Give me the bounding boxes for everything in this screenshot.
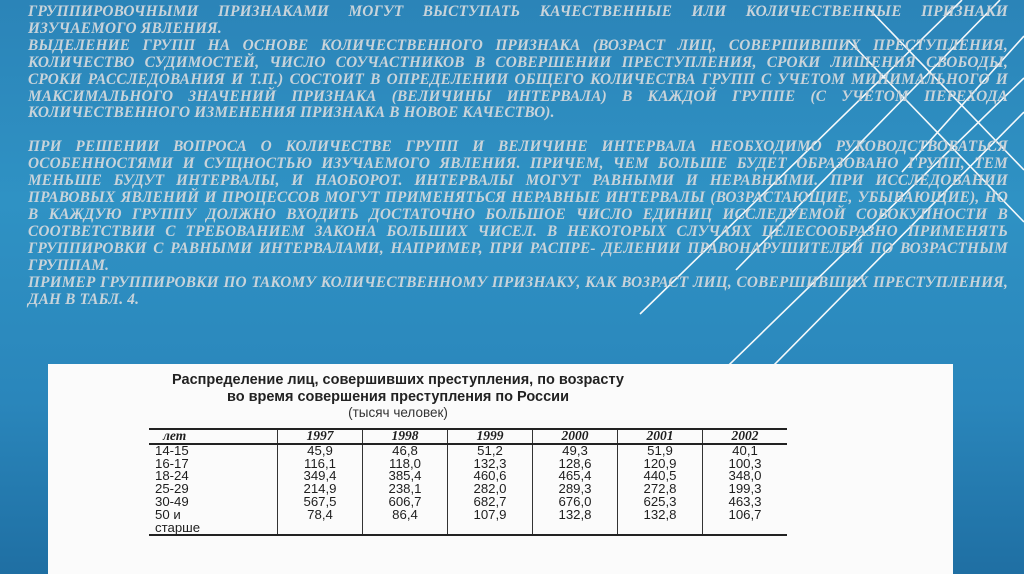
cell-value: 385,4	[363, 470, 448, 483]
cell-value: 676,0	[533, 496, 618, 509]
cell-value: 132,8	[533, 509, 618, 522]
cell-value: 289,3	[533, 483, 618, 496]
cell-value: 45,9	[278, 444, 363, 458]
table-header-row	[149, 429, 787, 444]
cell-value: 40,1	[732, 442, 758, 458]
cell-value	[703, 522, 788, 536]
cell-value: 465,4	[533, 470, 618, 483]
cell-value: 106,7	[728, 506, 762, 522]
paragraph-group-selection: ВЫДЕЛЕНИЕ ГРУПП НА ОСНОВЕ КОЛИЧЕСТВЕННОГО ПРИЗНАКА (ВОЗРАСТ ЛИЦ, СОВЕРШИВШИХ ПРЕСТУПЛЕНИЯ, КОЛИЧЕСТВО СУДИМОСТЕЙ, ЧИСЛО СОУЧАСТНИКОВ В СОВЕРШЕНИИ ПРЕСТУПЛЕНИЯ, СРОКИ ЛИШЕНИЯ СВОБОДЫ, СРОКИ РАССЛЕДОВАНИЯ И Т.П.) СОСТОИТ В ОПРЕДЕЛЕНИИ ОБЩЕГО КОЛИЧЕСТВА ГРУПП С УЧЕТОМ МИНИМАЛЬНОГО И МАКСИМАЛЬНОГО ЗНАЧЕНИЙ ПРИЗНАКА (ВЕЛИЧИНЫ ИНТЕРВАЛА) В КАЖДОЙ ГРУППЕ (С УЧЕТОМ ПЕРЕХОДА КОЛИЧЕСТВЕННОГО ИЗМЕНЕНИЯ ПРИЗНАКА В НОВОЕ КАЧЕСТВО).	[28, 36, 1008, 122]
cell-value: 282,0	[448, 483, 533, 496]
cell-value: 107,9	[448, 509, 533, 522]
paragraph-intervals: ПРИ РЕШЕНИИ ВОПРОСА О КОЛИЧЕСТВЕ ГРУПП И ВЕЛИЧИНЕ ИНТЕРВАЛА НЕОБХОДИМО РУКОВОДСТВОВАТЬСЯ ОСОБЕННОСТЯМИ И СУЩНОСТЬЮ ИЗУЧАЕМОГО ЯВЛЕНИЯ. ПРИЧЕМ, ЧЕМ БОЛЬШЕ БУДЕТ ОБРАЗОВАНО ГРУПП, ТЕМ МЕНЬШЕ БУДУТ ИНТЕРВАЛЫ, И НАОБОРОТ. ИНТЕРВАЛЫ МОГУТ РАВНЫМИ И НЕРАВНЫМИ. ПРИ ИССЛЕДОВАНИИ ПРАВОВЫХ ЯВЛЕНИЙ И ПРОЦЕССОВ МОГУТ ПРИМЕНЯТЬСЯ НЕРАВНЫЕ ИНТЕРВАЛЫ (ВОЗРАСТАЮЩИЕ, УБЫВАЮЩИЕ), НО В КАЖДУЮ ГРУППУ ДОЛЖНО ВХОДИТЬ ДОСТАТОЧНО БОЛЬШОЕ ЧИСЛО ЕДИНИЦ ИССЛЕДУЕМОЙ СОВОКУПНОСТИ В СООТВЕТСТВИИ С ТРЕБОВАНИЕМ ЗАКОНА БОЛЬШИХ ЧИСЕЛ. В НЕКОТОРЫХ СЛУЧАЯХ ЦЕЛЕСООБРАЗНО ПРИМЕНЯТЬ ГРУППИРОВКИ С РАВНЫМИ ИНТЕРВАЛАМИ, НАПРИМЕР, ПРИ РАСПРЕ- ДЕЛЕНИИ ПРАВОНАРУШИТЕЛЕЙ ПО ВОЗРАСТНЫМ ГРУППАМ.	[28, 138, 1008, 274]
table-row	[149, 470, 787, 483]
header-year: 2001	[618, 429, 703, 444]
cell-age-group: 30-49	[149, 496, 278, 509]
cell-value: 128,6	[533, 458, 618, 471]
cell-value: 567,5	[278, 496, 363, 509]
cell-value: 51,9	[618, 444, 703, 458]
table-row	[149, 509, 787, 522]
table-4-image	[48, 364, 953, 574]
cell-value: 272,8	[618, 483, 703, 496]
cell-value: 463,3	[728, 493, 762, 509]
cell-value: 199,3	[728, 481, 762, 497]
cell-value: 100,3	[728, 455, 762, 471]
header-year: 2000	[533, 429, 618, 444]
cell-value: 120,9	[618, 458, 703, 471]
cell-age-group: 25-29	[149, 483, 278, 496]
cell-value: 132,3	[448, 458, 533, 471]
header-year: 1999	[448, 429, 533, 444]
age-distribution-table	[149, 428, 787, 536]
cell-value: 132,8	[618, 509, 703, 522]
table-row	[149, 483, 787, 496]
slide-text-block	[28, 4, 1008, 308]
cell-age-group: старше	[149, 522, 278, 536]
paragraph-example: ПРИМЕР ГРУППИРОВКИ ПО ТАКОМУ КОЛИЧЕСТВЕННОМУ ПРИЗНАКУ, КАК ВОЗРАСТ ЛИЦ, СОВЕРШИВШИХ ПРЕСТУПЛЕНИЯ, ДАН В ТАБЛ. 4.	[28, 273, 1008, 308]
cell-age-group: 50 и	[149, 509, 278, 522]
table-row	[149, 522, 787, 536]
cell-age-group: 14-15	[149, 444, 278, 458]
table-caption-units: (тысяч человек)	[348, 405, 448, 420]
header-year: 1997	[278, 429, 363, 444]
table-row	[149, 496, 787, 509]
cell-value: 116,1	[278, 458, 363, 471]
cell-age-group: 18-24	[149, 470, 278, 483]
cell-value: 440,5	[618, 470, 703, 483]
cell-value	[533, 522, 618, 536]
header-year: 1998	[363, 429, 448, 444]
cell-value: 51,2	[448, 444, 533, 458]
cell-value: 238,1	[363, 483, 448, 496]
cell-value: 625,3	[618, 496, 703, 509]
cell-value: 349,4	[278, 470, 363, 483]
cell-value: 214,9	[278, 483, 363, 496]
header-age: лет	[149, 429, 278, 444]
cell-value: 46,8	[363, 444, 448, 458]
cell-value	[278, 522, 363, 536]
cell-value	[363, 522, 448, 536]
table-row	[149, 458, 787, 471]
paragraph-intro: ГРУППИРОВОЧНЫМИ ПРИЗНАКАМИ МОГУТ ВЫСТУПАТЬ КАЧЕСТВЕННЫЕ ИЛИ КОЛИЧЕСТВЕННЫЕ ПРИЗНАКИ ИЗУЧАЕМОГО ЯВЛЕНИЯ.	[28, 3, 1008, 37]
cell-age-group: 16-17	[149, 458, 278, 471]
cell-value: 78,4	[278, 509, 363, 522]
cell-value: 348,0	[728, 468, 762, 484]
cell-value: 682,7	[448, 496, 533, 509]
table-caption-line2: во время совершения преступления по России	[226, 389, 569, 405]
cell-value: 606,7	[363, 496, 448, 509]
cell-value: 118,0	[363, 458, 448, 471]
header-year: 2002	[703, 429, 788, 444]
cell-value	[448, 522, 533, 536]
table-row	[149, 444, 787, 458]
cell-value: 460,6	[448, 470, 533, 483]
table-caption-line1: Распределение лиц, совершивших преступления, по возрасту	[172, 372, 624, 388]
cell-value: 86,4	[363, 509, 448, 522]
cell-value	[618, 522, 703, 536]
cell-value: 49,3	[533, 444, 618, 458]
